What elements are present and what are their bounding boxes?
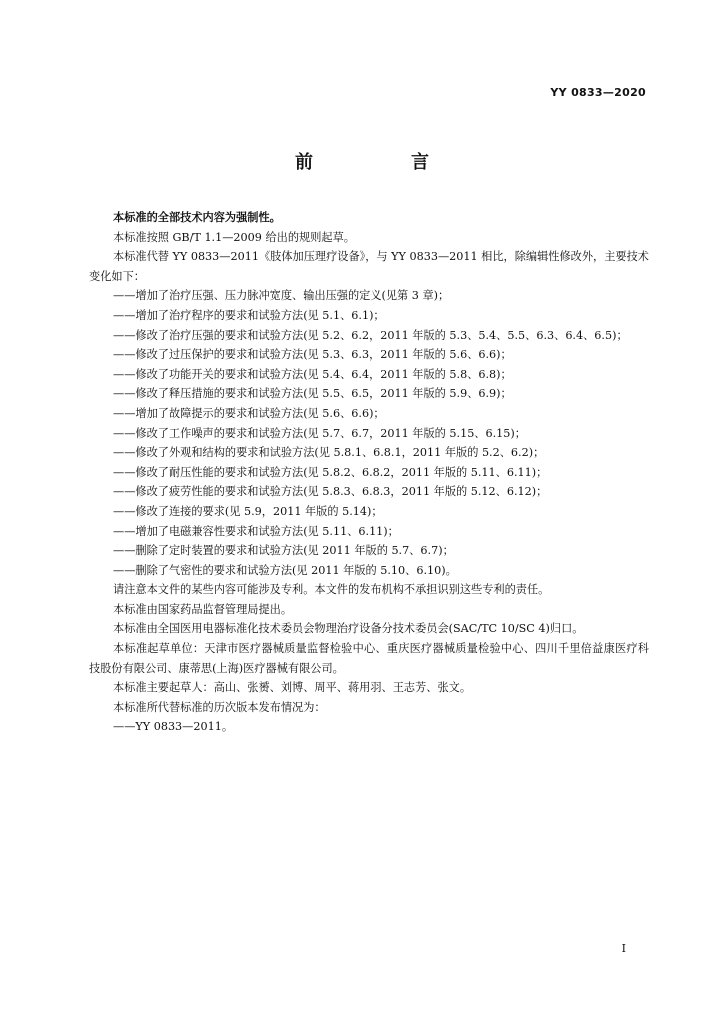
change-item: ——增加了治疗程序的要求和试验方法(见 5.1、6.1)； [113, 308, 385, 322]
page-title: 前 言 [295, 152, 469, 173]
change-item: ——增加了电磁兼容性要求和试验方法(见 5.11、6.11)； [113, 524, 399, 538]
mandatory-statement: 本标准的全部技术内容为强制性。 [113, 211, 281, 224]
replaces-paragraph: 本标准代替 YY 0833—2011《肢体加压理疗设备》，与 YY 0833—2011 相比，除编辑性修改外，主要技术变化如下： [89, 250, 649, 283]
patent-notice: 请注意本文件的某些内容可能涉及专利。本文件的发布机构不承担识别这些专利的责任。 [113, 583, 550, 597]
change-item: ——修改了疲劳性能的要求和试验方法(见 5.8.3、6.8.3，2011 年版的 5.12、6.12)； [113, 485, 548, 499]
page-number: I [621, 942, 626, 955]
change-item: ——修改了过压保护的要求和试验方法(见 5.3、6.3，2011 年版的 5.6、6.6)； [113, 348, 512, 362]
change-item: ——删除了定时装置的要求和试验方法(见 2011 年版的 5.7、6.7)； [113, 544, 454, 558]
drafters: 本标准主要起草人：高山、张赟、刘博、周平、蒋用羽、王志芳、张文。 [113, 681, 472, 695]
proposed-by: 本标准由国家药品监督管理局提出。 [113, 602, 293, 616]
change-item: ——修改了连接的要求(见 5.9，2011 年版的 5.14)； [113, 504, 383, 518]
history-intro: 本标准所代替标准的历次版本发布情况为： [113, 700, 326, 714]
change-item: ——修改了耐压性能的要求和试验方法(见 5.8.2、6.8.2，2011 年版的 5.11、6.11)； [113, 465, 548, 479]
managed-by: 本标准由全国医用电器标准化技术委员会物理治疗设备分技术委员会(SAC/TC 10/SC 4)归口。 [113, 622, 584, 636]
history-item: ——YY 0833—2011。 [113, 720, 234, 734]
change-item: ——修改了工作噪声的要求和试验方法(见 5.7、6.7，2011 年版的 5.15、6.15)； [113, 426, 526, 440]
drafting-rules-paragraph: 本标准按照 GB/T 1.1—2009 给出的规则起草。 [113, 230, 355, 244]
change-item: ——增加了故障提示的要求和试验方法(见 5.6、6.6)； [113, 406, 385, 420]
change-item: ——修改了外观和结构的要求和试验方法(见 5.8.1、6.8.1，2011 年版的 5.2、6.2)； [113, 446, 545, 460]
document-body [89, 208, 649, 737]
change-item: ——修改了功能开关的要求和试验方法(见 5.4、6.4，2011 年版的 5.8、6.8)； [113, 367, 512, 381]
drafting-units: 本标准起草单位：天津市医疗器械质量监督检验中心、重庆医疗器械质量检验中心、四川千里倍益康医疗科技股份有限公司、康蒂思(上海)医疗器械有限公司。 [89, 642, 649, 675]
change-item: ——增加了治疗压强、压力脉冲宽度、输出压强的定义(见第 3 章)； [113, 289, 450, 303]
change-item: ——修改了治疗压强的要求和试验方法(见 5.2、6.2，2011 年版的 5.3、5.4、5.5、6.3、6.4、6.5)； [113, 328, 628, 342]
change-item: ——删除了气密性的要求和试验方法(见 2011 年版的 5.10、6.10)。 [113, 563, 457, 577]
standard-code: YY 0833—2020 [550, 86, 646, 99]
change-item: ——修改了释压措施的要求和试验方法(见 5.5、6.5，2011 年版的 5.9、6.9)； [113, 387, 512, 401]
